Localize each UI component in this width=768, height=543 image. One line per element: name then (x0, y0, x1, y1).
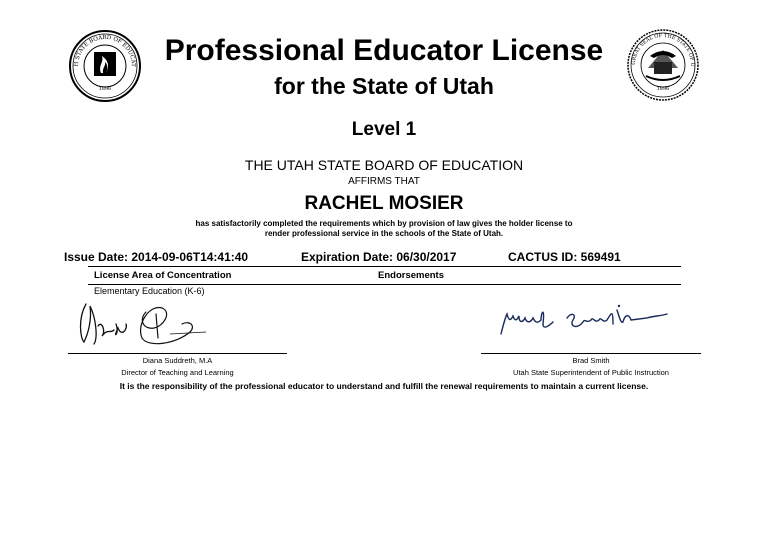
table-top-rule (88, 266, 681, 267)
license-level: Level 1 (351, 119, 417, 140)
cactus-id: CACTUS ID: 569491 (508, 250, 621, 264)
board-name: THE UTAH STATE BOARD OF EDUCATION (244, 157, 524, 173)
area-of-concentration-value: Elementary Education (K-6) (94, 286, 205, 296)
left-signatory-title: Director of Teaching and Learning (121, 368, 234, 377)
right-signature (497, 300, 672, 345)
right-seal-text: GREAT SEAL OF THE STATE OF U (630, 32, 696, 67)
holder-name: RACHEL MOSIER (304, 193, 464, 214)
license-title: Professional Educator License (164, 34, 604, 67)
endorsements-header: Endorsements (378, 270, 444, 281)
license-subtitle: for the State of Utah (274, 73, 494, 99)
area-of-concentration-header: License Area of Concentration (94, 270, 232, 281)
right-signature-line (481, 353, 701, 354)
requirements-statement (0, 219, 768, 239)
right-signatory (481, 355, 701, 379)
left-seal-text: H STATE BOARD OF EDUCAT (73, 34, 137, 68)
expiration-date: Expiration Date: 06/30/2017 (301, 250, 457, 264)
issue-date: Issue Date: 2014-09-06T14:41:40 (64, 250, 249, 264)
affirms-text: AFFIRMS THAT (348, 176, 420, 187)
requirements-line-2: render professional service in the schools of the State of Utah. (264, 229, 504, 238)
left-seal-year: 1896 (98, 86, 112, 92)
renewal-responsibility-notice: It is the responsibility of the professional educator to understand and fulfill the renewal requirements to maintain a current license. (119, 381, 649, 391)
right-signatory-name: Brad Smith (572, 356, 610, 365)
right-seal-year: 1896 (656, 86, 670, 92)
table-header-rule (88, 284, 681, 285)
left-signature (72, 298, 212, 355)
left-signature-line (68, 353, 287, 354)
right-signatory-title: Utah State Superintendent of Public Instruction (513, 368, 669, 377)
left-signatory (68, 355, 287, 379)
left-signatory-name: Diana Suddreth, M.A (142, 356, 213, 365)
requirements-line-1: has satisfactorily completed the requirements which by provision of law gives the holder license to (195, 219, 573, 228)
